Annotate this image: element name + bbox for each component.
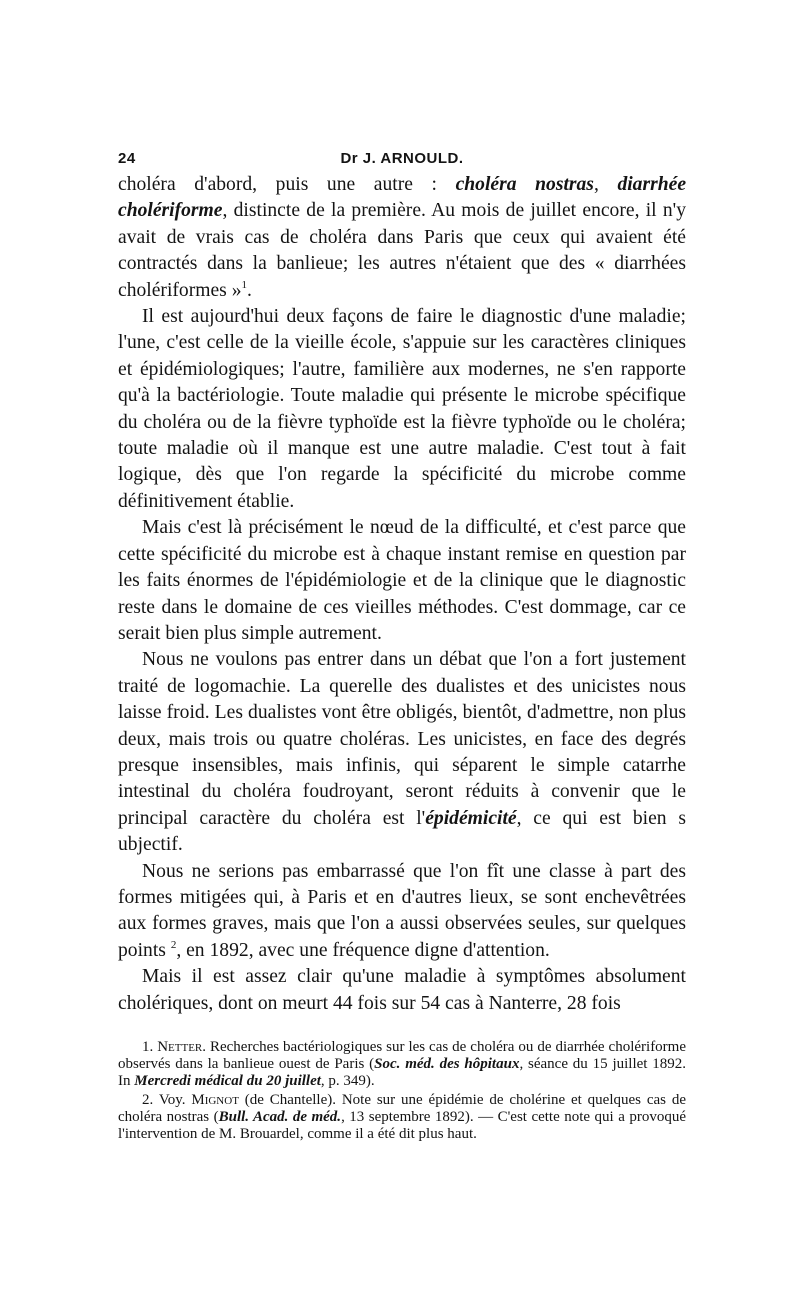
text-run: Il est aujourd'hui deux façons de faire le diagnostic d'une maladie; l'une, c'est celle de la vieille école, s'appuie sur les caractères cliniques et épidémiologiques; l'autre, familière aux modernes, ne s'en rapporte qu'à la bactériologie. Toute maladie qui présente le microbe spécifique du choléra ou de la fièvre typhoïde est la fièvre typhoïde ou le choléra; toute maladie où il manque est une autre maladie. C'est tout à fait logique, dès que l'on regarde la spécificité du microbe comme définitivement établie.	[118, 306, 686, 512]
text-run: , 13 septembre 1892). — C'est cette note qui a provoqué l'intervention de M. Brouardel, comme il a été dit plus haut.	[118, 1109, 686, 1142]
running-head-author: Dr J. ARNOULD.	[340, 150, 464, 167]
text-run: choléra nostras	[455, 174, 594, 195]
text-run: , p. 349).	[320, 1073, 375, 1089]
text-run: . Recherches bactériologiques sur les cas de choléra ou de diarrhée cholériforme observés dans la banlieue ouest de Paris (	[118, 1039, 687, 1072]
text-run: Mais c'est là précisément le nœud de la difficulté, et c'est parce que cette spécificité du microbe est à chaque instant remise en question par les faits énormes de l'épidémiologie et de la clinique que le diagnostic reste dans le domaine de ces vieilles méthodes. C'est dommage, car ce serait bien plus simple autrement.	[118, 517, 686, 644]
paragraph	[118, 859, 686, 965]
body-text	[118, 172, 686, 1017]
paragraph	[118, 172, 686, 304]
text-run: Nous ne voulons pas entrer dans un débat que l'on a fort justement traité de logomachie. La querelle des dualistes et des unicistes nous laisse froid. Les dualistes vont être obligés, bientôt, d'admettre, non plus deux, mais trois ou quatre choléras. Les unicistes, en face des degrés presque insensibles, mais infinis, qui séparent le simple catarrhe intestinal du choléra foudroyant, seront réduits à convenir que le principal caractère du choléra est l'	[118, 649, 686, 829]
text-run: Bull. Acad. de méd.	[218, 1109, 342, 1125]
text-run: .	[247, 279, 252, 301]
page-number: 24	[118, 150, 136, 167]
text-run: Netter	[157, 1039, 203, 1055]
text-run: Mignot	[191, 1092, 239, 1108]
text-run: Soc. méd. des hôpitaux	[374, 1056, 520, 1072]
text-run: Mercredi médical du 20 juillet	[134, 1073, 321, 1089]
text-run: diarrhée cholériforme	[118, 174, 687, 222]
paragraph	[118, 647, 686, 858]
text-run: Mais il est assez clair qu'une maladie à symptômes absolument cholériques, dont on meurt 44 fois sur 54 cas à Nanterre, 28 fois	[118, 966, 686, 1014]
text-run: , en 1892, avec une fréquence digne d'attention.	[176, 939, 550, 961]
text-run: choléra d'abord, puis une autre :	[118, 174, 456, 195]
text-run: 1.	[142, 1039, 158, 1055]
footnotes	[118, 1039, 686, 1143]
paragraph	[118, 515, 686, 647]
footnote	[118, 1092, 686, 1143]
book-page	[118, 146, 686, 1145]
text-run: , séance du 15 juillet 1892. In	[118, 1056, 686, 1089]
text-run: épidémicité	[425, 807, 517, 829]
text-run: , distincte de la première. Au mois de juillet encore, il n'y avait de vrais cas de choléra dans Paris que ceux qui avaient été contractés dans la banlieue; les autres n'étaient que des « diarrhées cholériformes »	[118, 200, 686, 301]
text-run: 2. Voy.	[142, 1092, 192, 1108]
footnote	[118, 1039, 686, 1090]
text-run: Nous ne serions pas embarrassé que l'on fît une classe à part des formes mitigées qui, à Paris et en d'autres lieux, se sont enchevêtrées aux formes graves, mais que l'on a aussi observées seules, sur quelques points	[118, 860, 686, 961]
footnote-reference[interactable]: 1	[241, 278, 248, 291]
running-head	[118, 146, 686, 172]
text-run: ,	[593, 174, 618, 195]
paragraph	[118, 304, 686, 515]
text-run: , ce qui est bien s ubjectif.	[118, 807, 686, 856]
footnote-reference[interactable]: 2	[170, 938, 177, 951]
text-run: (de Chantelle). Note sur une épidémie de cholérine et quelques cas de choléra nostras (	[118, 1092, 687, 1125]
paragraph	[118, 964, 686, 1017]
